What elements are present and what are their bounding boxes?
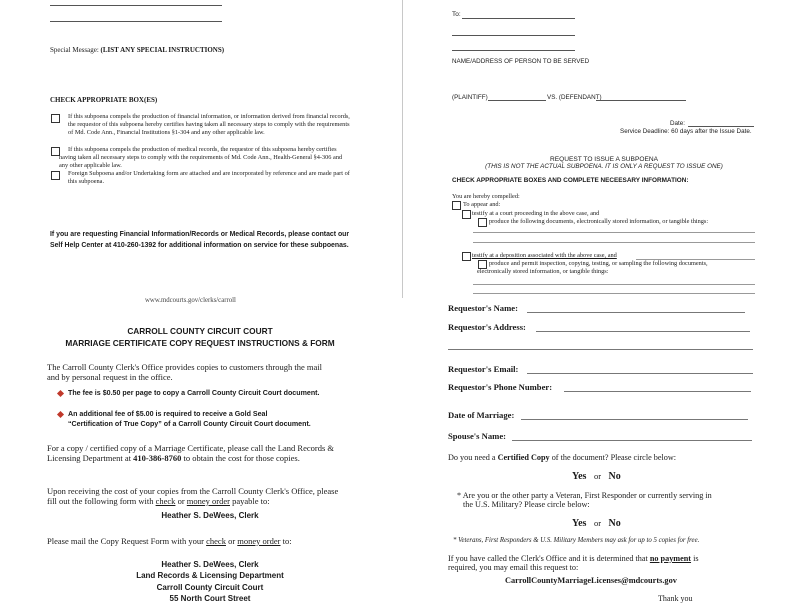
- to-label: To:: [452, 11, 461, 18]
- blank-line[interactable]: [50, 21, 222, 22]
- address-line-court: Carroll County Circuit Court: [156, 582, 264, 592]
- to-field[interactable]: [462, 18, 575, 19]
- certified-no-option[interactable]: No: [608, 471, 621, 482]
- payee-name: Heather S. DeWees, Clerk: [161, 511, 259, 520]
- address-line-department: Land Records & Licensing Department: [136, 571, 284, 581]
- intro-line2: and by personal request in the office.: [47, 372, 173, 382]
- checkbox-financial-text: If this subpoena compels the production of financial information, or information derived from financial records, the requestor of this subpoena hereby certifies having taken all necessary steps to comply with the requirements of Md. Code Ann., Financial Institutions §1-304 and any other applicable law.: [68, 113, 350, 136]
- certified-post: of the document? Please circle below:: [549, 453, 677, 462]
- upon-line2-post: payable to:: [229, 496, 270, 506]
- date-field[interactable]: [688, 126, 754, 127]
- self-help-notice-line2: Self Help Center at 410-260-1392 for additional information on service for these subpoenas.: [50, 242, 349, 249]
- address-line-street: 55 North Court Street: [169, 593, 251, 603]
- certified-copy-choice: [572, 471, 621, 482]
- address-line-2[interactable]: [452, 50, 575, 51]
- veteran-choice: [572, 518, 621, 529]
- or-label: or: [593, 518, 602, 528]
- requestor-email-input[interactable]: [527, 373, 753, 374]
- checkbox-to-appear[interactable]: [452, 201, 461, 210]
- check-word: check: [206, 536, 226, 546]
- court-url: www.mdcourts.gov/clerks/carroll: [145, 297, 236, 304]
- mail-instruction: [47, 536, 292, 547]
- requestor-phone-input[interactable]: [564, 391, 751, 392]
- request-subtitle: (THIS IS NOT THE ACTUAL SUBPOENA. IT IS ONLY A REQUEST TO ISSUE ONE): [485, 163, 723, 170]
- fee-bullet-1-text: The fee is $0.50 per page to copy a Carroll County Circuit Court document.: [68, 389, 320, 397]
- request-title: REQUEST TO ISSUE A SUBPOENA: [549, 156, 659, 163]
- or-word: or: [175, 496, 187, 506]
- no-payment-pre: If you have called the Clerk's Office and it is determined that: [448, 554, 650, 563]
- plaintiff-field[interactable]: [488, 100, 546, 101]
- land-records-phone: 410-386-8760: [133, 453, 182, 463]
- veteran-question-line2: the U.S. Military? Please circle below:: [463, 500, 590, 509]
- produce-docs-line-2[interactable]: [473, 242, 755, 243]
- address-line-clerk: Heather S. DeWees, Clerk: [161, 560, 259, 569]
- checkbox-financial[interactable]: [51, 114, 60, 123]
- checkbox-foreign[interactable]: [51, 171, 60, 180]
- thank-you-text: Thank you: [658, 594, 693, 603]
- produce-permit-line1: produce and permit inspection, copying, testing, or sampling the following documents,: [489, 260, 708, 267]
- requestor-address-label: Requestor's Address:: [448, 322, 526, 332]
- special-message: [50, 46, 224, 55]
- check-word: check: [155, 496, 176, 506]
- requestor-phone-label: Requestor's Phone Number:: [448, 382, 553, 392]
- certified-copy-question: [448, 452, 676, 463]
- copy-line2-pre: Licensing Department at: [47, 453, 134, 463]
- address-line-1[interactable]: [452, 35, 575, 36]
- check-boxes-heading: CHECK APPROPRIATE BOX(ES): [50, 96, 158, 104]
- produce-docs-line-1[interactable]: [473, 232, 755, 233]
- marriage-licenses-email[interactable]: CarrollCountyMarriageLicenses@mdcourts.gov: [505, 576, 677, 585]
- checkbox-testify-court[interactable]: [462, 210, 471, 219]
- veteran-no-option[interactable]: No: [608, 518, 621, 529]
- upon-line1: Upon receiving the cost of your copies from the Carroll County Clerk's Office, please: [47, 486, 339, 496]
- copy-line2: [47, 453, 300, 464]
- bullet-diamond-icon: [57, 411, 64, 418]
- bullet-diamond-icon: [57, 390, 64, 397]
- no-payment-post: is: [691, 554, 699, 563]
- produce-permit-line-1[interactable]: [473, 284, 755, 285]
- to-appear-label: To appear and:: [463, 201, 501, 208]
- requestor-name-input[interactable]: [527, 312, 745, 313]
- testify-court-label: testify at a court proceeding in the above case, and: [472, 210, 600, 217]
- upon-line2: [47, 496, 270, 507]
- spouse-name-input[interactable]: [512, 440, 752, 441]
- produce-permit-line2: electronically stored information, or tangible things:: [477, 268, 609, 275]
- produce-permit-line-2[interactable]: [473, 293, 755, 294]
- copy-line1: For a copy / certified copy of a Marriage Certificate, please call the Land Records &: [47, 443, 334, 453]
- special-message-value: (LIST ANY SPECIAL INSTRUCTIONS): [100, 46, 225, 54]
- form-title: MARRIAGE CERTIFICATE COPY REQUEST INSTRUCTIONS & FORM: [65, 338, 335, 348]
- certified-yes-option[interactable]: Yes: [572, 471, 587, 482]
- date-of-marriage-label: Date of Marriage:: [448, 410, 515, 420]
- mail-post: to:: [280, 536, 292, 546]
- checkbox-foreign-text: Foreign Subpoena and/or Undertaking form are attached and are incorporated by reference and are made part of this subpoena.: [68, 170, 350, 185]
- or-label: or: [593, 471, 602, 481]
- self-help-notice-line1: If you are requesting Financial Information/Records or Medical Records, please contact our: [50, 231, 350, 238]
- fee-bullet-2: [58, 410, 267, 418]
- fee-bullet-2-text-line1: An additional fee of $5.00 is required to receive a Gold Seal: [68, 410, 268, 418]
- or-word: or: [225, 536, 238, 546]
- court-title: CARROLL COUNTY CIRCUIT COURT: [127, 326, 273, 336]
- money-order-word: money order: [186, 496, 230, 506]
- plaintiff-label: (PLAINTIFF): [452, 94, 488, 101]
- certified-copy-bold: Certified Copy: [497, 453, 550, 462]
- date-label: Date:: [670, 120, 686, 127]
- certified-pre: Do you need a: [448, 453, 498, 462]
- testify-deposition-label: testify at a deposition associated with the above case, and: [472, 252, 617, 259]
- mailing-address: [0, 559, 420, 604]
- name-address-label: NAME/ADDRESS OF PERSON TO BE SERVED: [452, 58, 590, 65]
- request-check-heading: CHECK APPROPRIATE BOXES AND COMPLETE NECEESARY INFORMATION:: [452, 177, 689, 184]
- mail-pre: Please mail the Copy Request Form with your: [47, 536, 207, 546]
- page-divider: [402, 0, 403, 298]
- intro-line1: The Carroll County Clerk's Office provides copies to customers through the mail: [47, 362, 322, 372]
- fee-bullet-2-line2: “Certification of True Copy” of a Carroll County Circuit Court document.: [68, 420, 311, 428]
- upon-line2-pre: fill out the following form with: [47, 496, 156, 506]
- checkbox-testify-deposition[interactable]: [462, 252, 471, 261]
- requestor-email-label: Requestor's Email:: [448, 364, 519, 374]
- compelled-label: You are hereby compelled:: [452, 193, 520, 200]
- veteran-note: * Veterans, First Responders & U.S. Military Members may ask for up to 5 copies for free.: [453, 537, 700, 544]
- vs-defendant-label: VS. (DEFENDANT): [547, 94, 602, 101]
- requestor-address-input-line2[interactable]: [448, 349, 753, 350]
- copy-line2-post: to obtain the cost for those copies.: [181, 453, 300, 463]
- no-payment-line2: required, you may email this request to:: [448, 563, 579, 572]
- blank-line[interactable]: [50, 5, 222, 6]
- spouse-name-label: Spouse's Name:: [448, 431, 507, 441]
- veteran-question-line1: * Are you or the other party a Veteran, First Responder or currently serving in: [457, 491, 712, 500]
- defendant-field[interactable]: [596, 100, 686, 101]
- fee-bullet-1: [58, 389, 319, 397]
- date-of-marriage-input[interactable]: [521, 419, 748, 420]
- veteran-yes-option[interactable]: Yes: [572, 518, 587, 529]
- checkbox-medical-text: If this subpoena compels the production of medical records, the requestor of this subpoena hereby certifies having taken all necessary steps to comply with the requirements of Md. Code Ann., Health-General §4-306 and any other applicable law.: [59, 146, 343, 169]
- checkbox-produce-docs[interactable]: [478, 218, 487, 227]
- requestor-name-label: Requestor's Name:: [448, 303, 518, 313]
- money-order-word: money order: [237, 536, 281, 546]
- produce-docs-label: produce the following documents, electronically stored information, or tangible things:: [489, 218, 709, 225]
- special-message-label: Special Message:: [50, 46, 101, 54]
- service-deadline: Service Deadline: 60 days after the Issue Date.: [620, 128, 752, 135]
- requestor-address-input[interactable]: [536, 331, 750, 332]
- no-payment-bold: no payment: [649, 554, 692, 563]
